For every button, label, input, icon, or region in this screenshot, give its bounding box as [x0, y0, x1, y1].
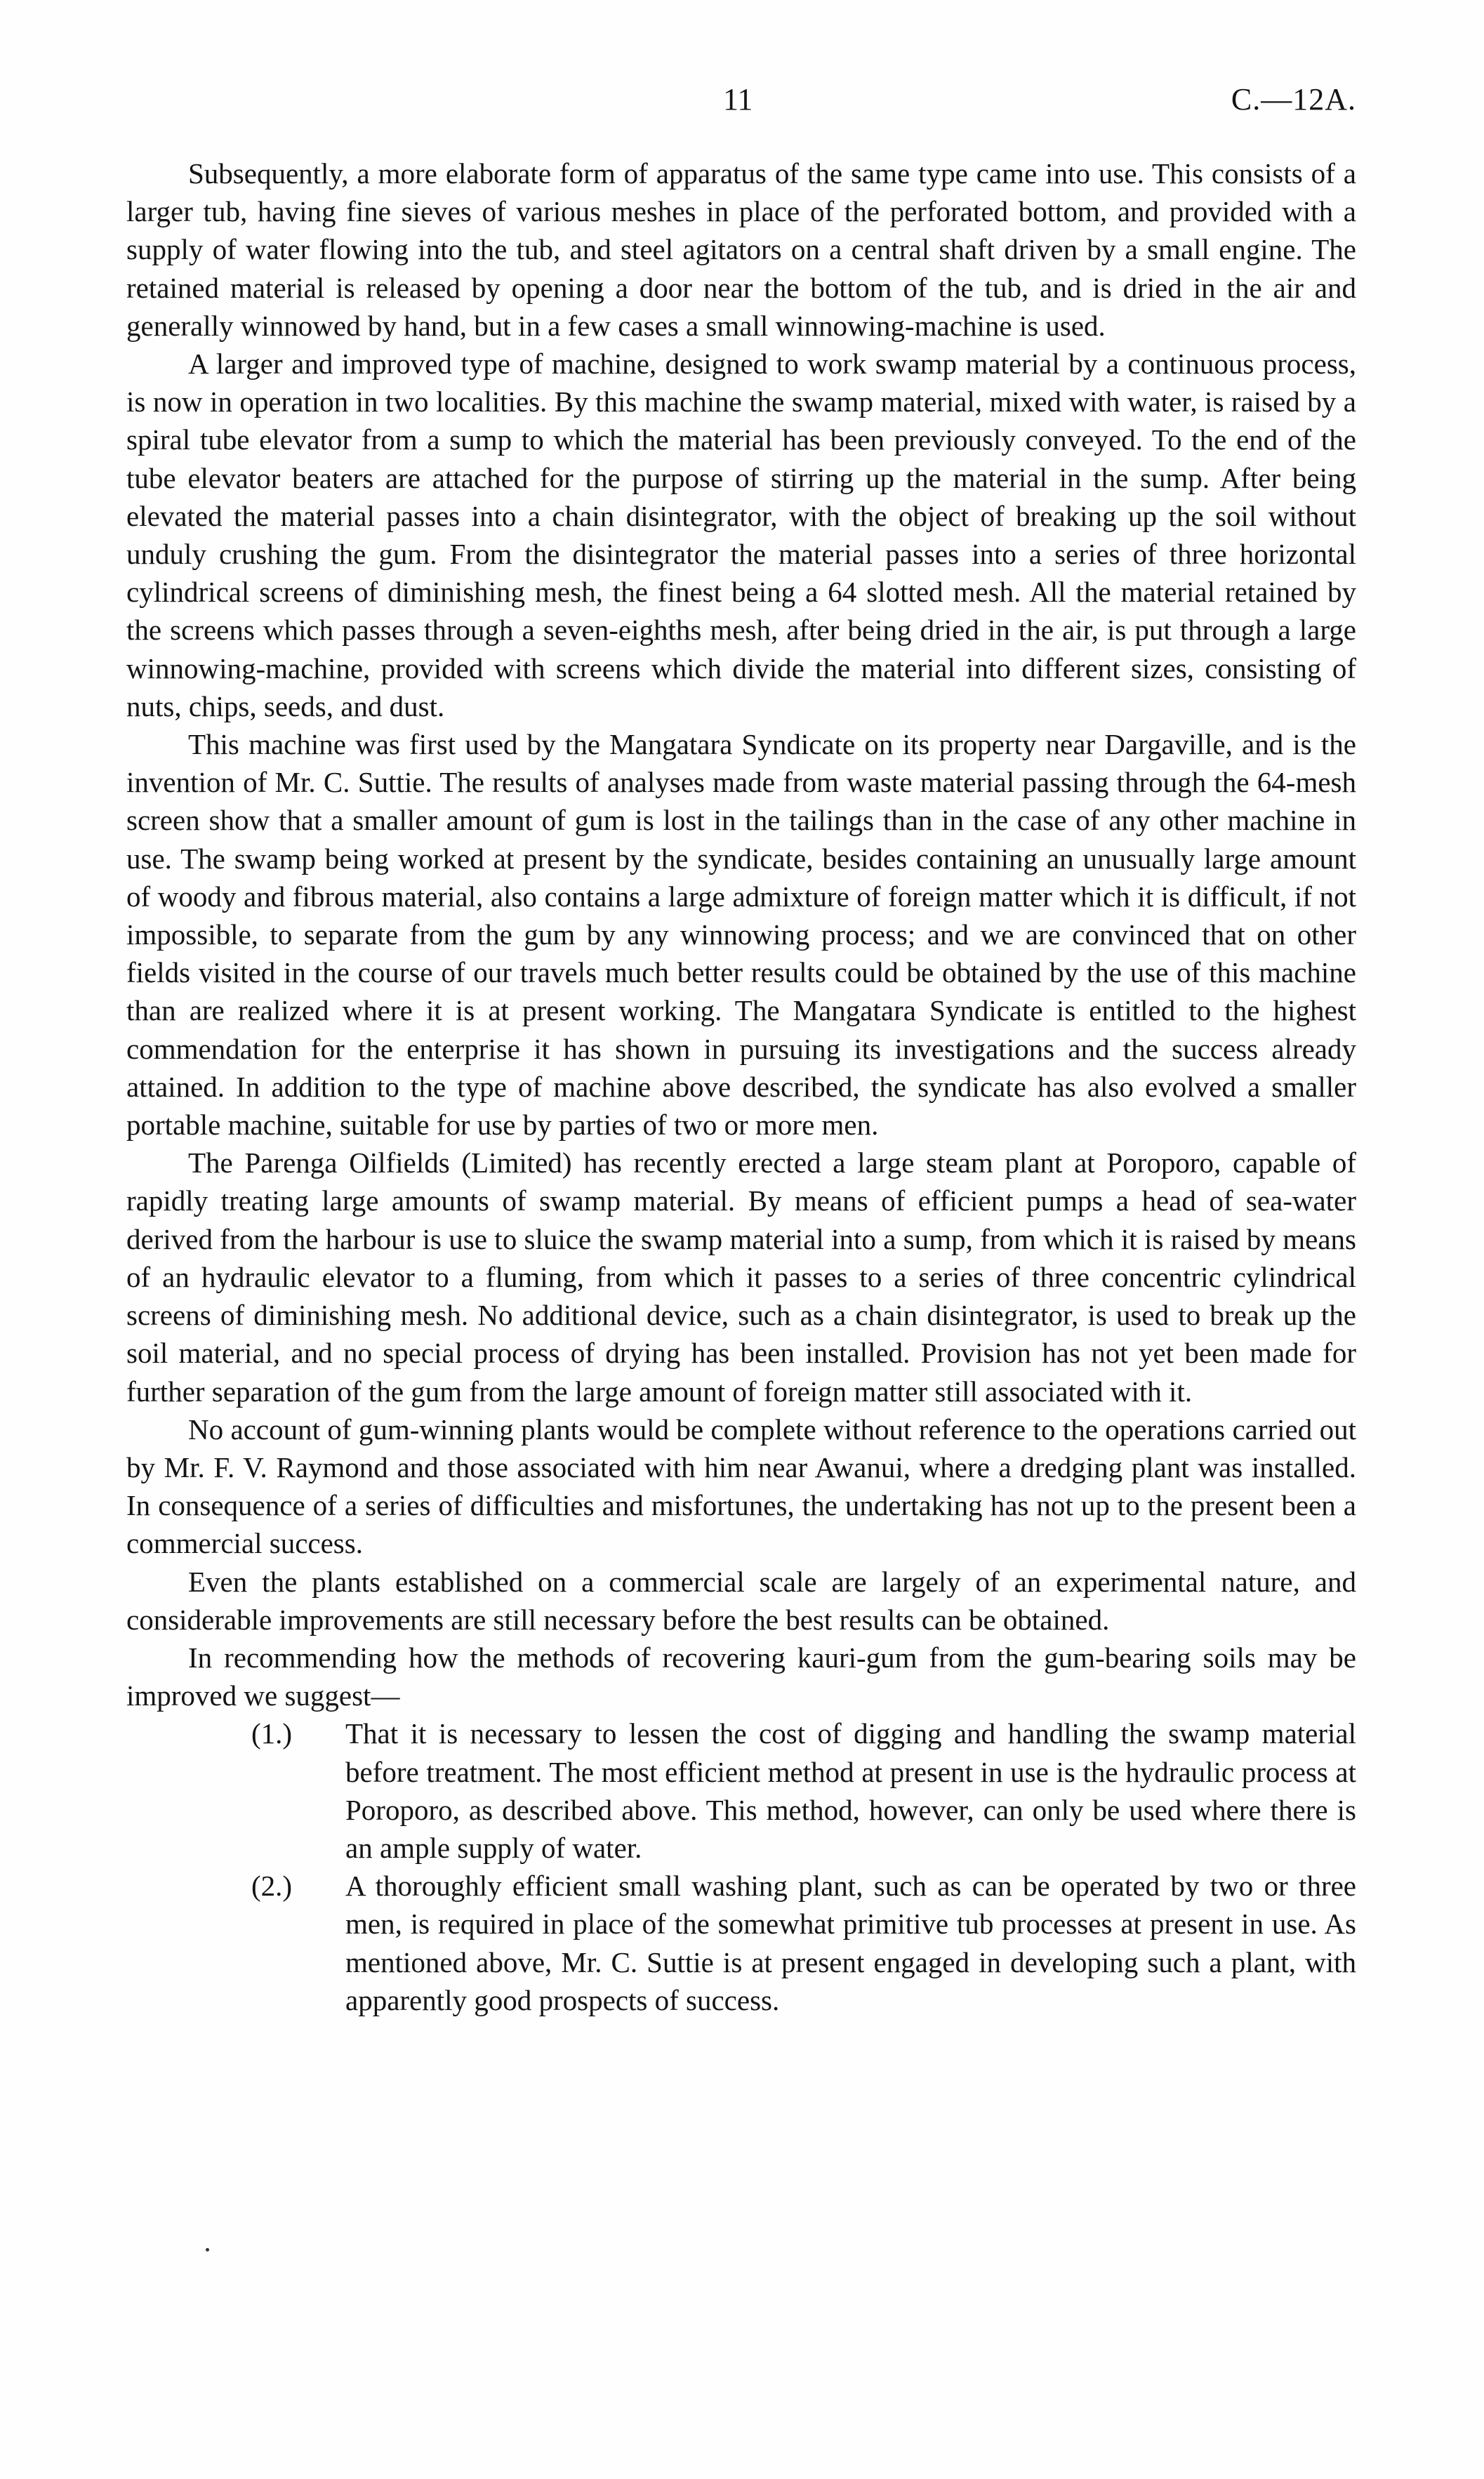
list-item-number: (1.)	[251, 1717, 293, 1750]
paragraph-parenga-oilfields: The Parenga Oilfields (Limited) has recently erected a large steam plant at Poroporo, capable of rapidly treating large amounts of swamp material. By means of efficient pumps a head of sea-water derived from the harbour is use to sluice the swamp material into a sump, from which it is raised by means of an hydraulic elevator to a fluming, from which it passes to a series of three concentric cylindrical screens of diminishing mesh. No additional device, such as a chain disintegrator, is used to break up the soil material, and no special process of drying has been installed. Provision has not yet been made for further separation of the gum from the large amount of foreign matter still associated with it.	[126, 1146, 1356, 1408]
list-item-text: That it is necessary to lessen the cost of digging and handling the swamp material before treatment. The most efficient method at present in use is the hydraulic process at Poroporo, as described above. This method, however, can only be used where there is an ample supply of water.	[345, 1717, 1356, 1864]
list-item	[126, 1867, 1356, 2019]
paragraph-recommendations-intro: In recommending how the methods of recovering kauri-gum from the gum-bearing soils may be improved we suggest—	[126, 1641, 1356, 1712]
list-item-number: (2.)	[251, 1870, 293, 1903]
margin-mark	[206, 2248, 209, 2252]
list-item-text: A thoroughly efficient small washing plant, such as can be operated by two or three men, is required in place of the somewhat primitive tub processes at present in use. As mentioned above, Mr. C. Suttie is at present engaged in developing such a plant, with apparently good prospects of success.	[345, 1870, 1356, 2016]
paragraph-mangatara-syndicate: This machine was first used by the Mangatara Syndicate on its property near Dargaville, and is the invention of Mr. C. Suttie. The results of analyses made from waste material passing through the 64-mesh screen show that a smaller amount of gum is lost in the tailings than in the case of any other machine in use. The swamp being worked at present by the syndicate, besides containing an unusually large amount of woody and fibrous material, also contains a large admixture of foreign matter which it is difficult, if not impossible, to separate from the gum by any winnowing process; and we are convinced that on other fields visited in the course of our travels much better results could be obtained by the use of this machine than are realized where it is at present working. The Mangatara Syndicate is entitled to the highest commendation for the enterprise it has shown in pursuing its investigations and the success already attained. In addition to the type of machine above described, the syndicate has also evolved a smaller portable machine, suitable for use by parties of two or more men.	[126, 728, 1356, 1142]
page-number: 11	[723, 82, 753, 117]
recommendations-list	[126, 1714, 1356, 2019]
paragraph-raymond-dredging: No account of gum-winning plants would be complete without reference to the operations carried out by Mr. F. V. Raymond and those associated with him near Awanui, where a dredging plant was installed. In consequence of a series of difficulties and misfortunes, the undertaking has not up to the present been a commercial success.	[126, 1413, 1356, 1560]
list-item	[126, 1714, 1356, 1867]
paragraph-experimental-plants: Even the plants established on a commercial scale are largely of an experimental nature, and considerable improvements are still necessary before the best results can be obtained.	[126, 1565, 1356, 1636]
page-header	[0, 79, 1484, 121]
paragraph-continuous-machine: A larger and improved type of machine, designed to work swamp material by a continuous process, is now in operation in two localities. By this machine the swamp material, mixed with water, is raised by a spiral tube elevator from a sump to which the material has been previously conveyed. To the end of the tube elevator beaters are attached for the purpose of stirring up the material in the sump. After being elevated the material passes into a chain disintegrator, with the object of breaking up the soil without unduly crushing the gum. From the disintegrator the material passes into a series of three horizontal cylindrical screens of diminishing mesh, the finest being a 64 slotted mesh. All the material retained by the screens which passes through a seven-eighths mesh, after being dried in the air, is put through a large winnowing-machine, provided with screens which divide the material into different sizes, consisting of nuts, chips, seeds, and dust.	[126, 348, 1356, 722]
document-reference: C.—12A.	[1231, 82, 1356, 117]
body-text	[126, 154, 1356, 2019]
paragraph-tub-apparatus: Subsequently, a more elaborate form of apparatus of the same type came into use. This consists of a larger tub, having fine sieves of various meshes in place of the perforated bottom, and provided with a supply of water flowing into the tub, and steel agitators on a central shaft driven by a small engine. The retained material is released by opening a door near the bottom of the tub, and is dried in the air and generally winnowed by hand, but in a few cases a small winnowing-machine is used.	[126, 157, 1356, 342]
